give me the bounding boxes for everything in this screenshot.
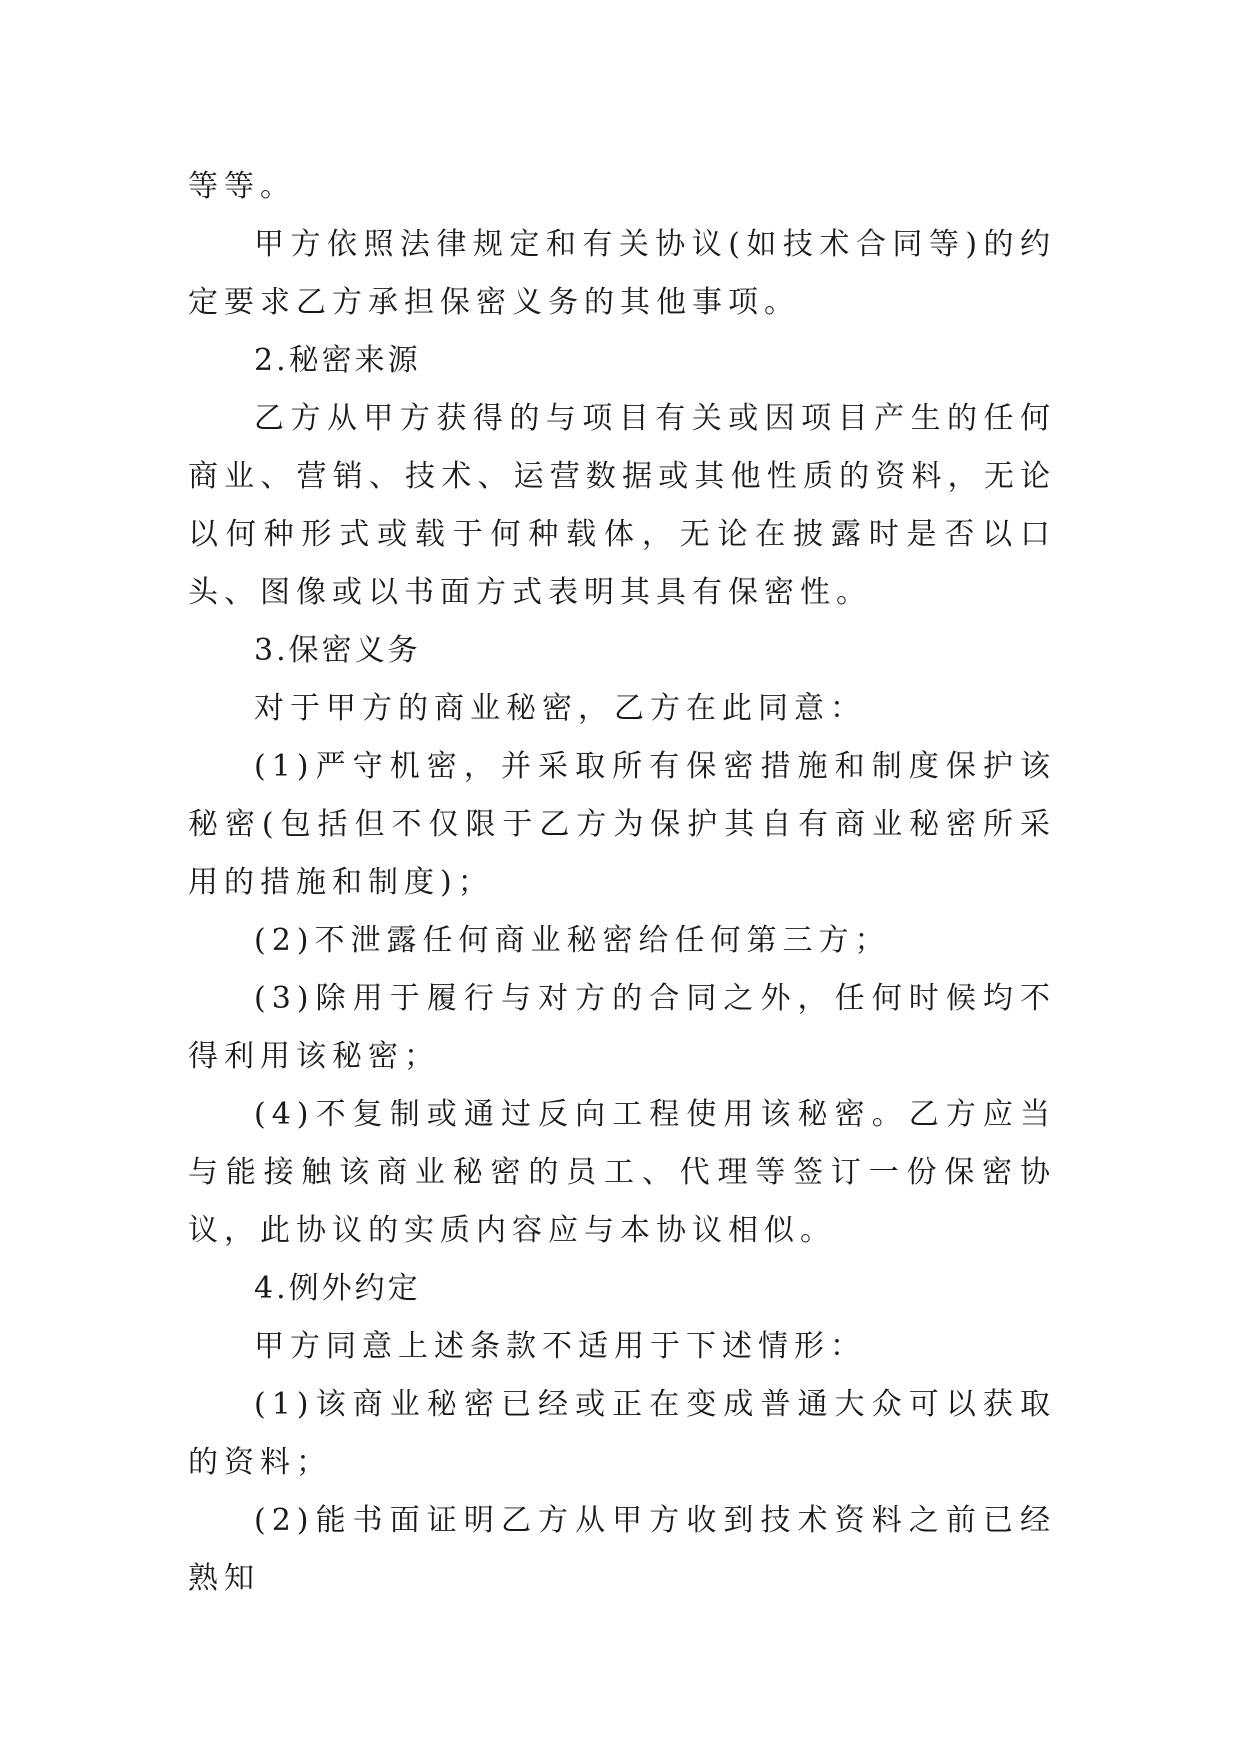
paragraph-obligation-intro: 对于甲方的商业秘密，乙方在此同意： [254,691,866,726]
paragraph-exception-item-2: (2)能书面证明乙方从甲方收到技术资料之前已经熟知 [188,1503,1056,1596]
paragraph-obligation-item-3: (3)除用于履行与对方的合同之外，任何时候均不得利用该秘密； [188,981,1056,1074]
paragraph-secret-source: 乙方从甲方获得的与项目有关或因项目产生的任何商业、营销、技术、运营数据或其他性质的资料，无论以何种形式或载于何种载体，无论在披露时是否以口头、图像或以书面方式表明其具有保密性。 [188,401,1056,610]
paragraph-continuation: 等等。 [188,169,296,204]
paragraph-exceptions-intro: 甲方同意上述条款不适用于下述情形： [254,1329,866,1364]
section-heading-confidentiality-obligation: 3.保密义务 [254,633,421,668]
paragraph-obligation-item-4: (4)不复制或通过反向工程使用该秘密。乙方应当与能接触该商业秘密的员工、代理等签订一份保密协议，此协议的实质内容应与本协议相似。 [188,1097,1056,1248]
paragraph-obligation-item-1: (1)严守机密，并采取所有保密措施和制度保护该秘密(包括但不仅限于乙方为保护其自有商业秘密所采用的措施和制度)； [188,749,1056,900]
section-heading-secret-source: 2.秘密来源 [254,343,421,378]
paragraph-other-matters: 甲方依照法律规定和有关协议(如技术合同等)的约定要求乙方承担保密义务的其他事项。 [188,227,1056,320]
paragraph-exception-item-1: (1)该商业秘密已经或正在变成普通大众可以获取的资料； [188,1387,1056,1480]
document-body [188,158,1056,1608]
section-heading-exceptions: 4.例外约定 [254,1271,421,1306]
paragraph-obligation-item-2: (2)不泄露任何商业秘密给任何第三方； [254,923,891,958]
